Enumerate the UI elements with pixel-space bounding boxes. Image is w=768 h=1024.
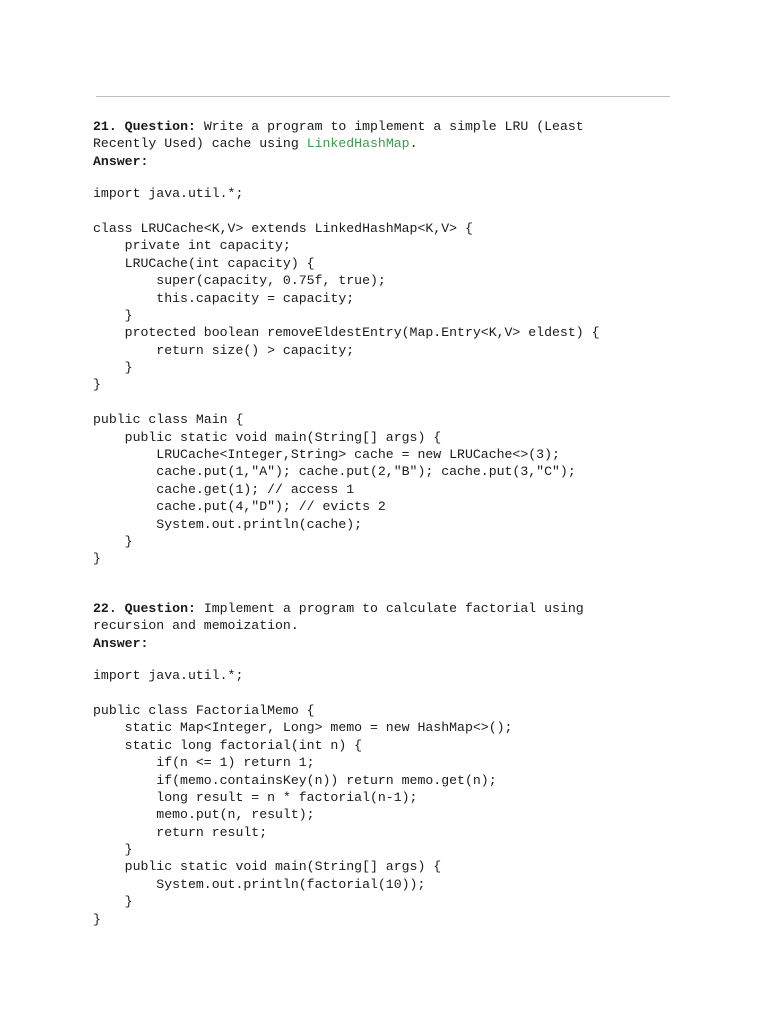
code-line: }: [93, 842, 133, 858]
code-line: if(memo.containsKey(n)) return memo.get(n);: [93, 772, 497, 788]
code-line: cache.put(1,"A"); cache.put(2,"B"); cache.put(3,"C");: [93, 464, 576, 480]
code-line: }: [93, 894, 133, 910]
code-line: static Map<Integer, Long> memo = new HashMap<>();: [93, 720, 513, 736]
code-line: class LRUCache<K,V> extends LinkedHashMap<K,V> {: [93, 220, 473, 236]
top-divider: [96, 96, 670, 97]
question-number: 21.: [93, 119, 117, 134]
answer-label: Answer:: [93, 635, 149, 651]
code-line: public class Main {: [93, 412, 244, 428]
code-line: return result;: [93, 824, 268, 840]
code-line: LRUCache<Integer,String> cache = new LRUCache<>(3);: [93, 447, 560, 463]
code-line: long result = n * factorial(n-1);: [93, 789, 418, 805]
code-line: System.out.println(factorial(10));: [93, 876, 426, 892]
code-line: }: [93, 533, 133, 549]
code-line: }: [93, 911, 101, 927]
question-label: Question:: [124, 601, 196, 616]
code-line: private int capacity;: [93, 238, 291, 254]
code-line: protected boolean removeEldestEntry(Map.Entry<K,V> eldest) {: [93, 325, 600, 341]
code-line: import java.util.*;: [93, 668, 244, 684]
question-text-continued: Recently Used) cache using LinkedHashMap.: [93, 136, 418, 152]
code-line: import java.util.*;: [93, 186, 244, 202]
code-line: }: [93, 360, 133, 376]
code-line: super(capacity, 0.75f, true);: [93, 273, 386, 289]
question-text: Implement a program to calculate factorial using: [203, 601, 584, 616]
code-line: static long factorial(int n) {: [93, 737, 363, 753]
question-heading: [93, 118, 693, 135]
code-line: cache.get(1); // access 1: [93, 481, 355, 497]
code-block: [93, 667, 693, 928]
code-line: [93, 685, 693, 702]
code-line: public static void main(String[] args) {: [93, 859, 442, 875]
code-line: [93, 394, 693, 411]
answer-label: Answer:: [93, 153, 149, 169]
code-line: if(n <= 1) return 1;: [93, 755, 315, 771]
code-line: [93, 203, 693, 220]
code-line: memo.put(n, result);: [93, 807, 315, 823]
code-line: LRUCache(int capacity) {: [93, 255, 315, 271]
code-line: public class FactorialMemo {: [93, 702, 315, 718]
code-block: [93, 185, 693, 568]
code-line: return size() > capacity;: [93, 342, 355, 358]
code-line: System.out.println(cache);: [93, 516, 363, 532]
code-line: cache.put(4,"D"); // evicts 2: [93, 499, 386, 515]
question-21: [93, 118, 693, 568]
code-line: this.capacity = capacity;: [93, 290, 355, 306]
question-text: Write a program to implement a simple LRU (Least: [203, 119, 584, 134]
code-line: }: [93, 307, 133, 323]
question-text-continued: recursion and memoization.: [93, 618, 299, 634]
code-line: }: [93, 551, 101, 567]
question-heading: [93, 600, 693, 617]
class-name-highlight: LinkedHashMap: [306, 136, 410, 152]
question-22: [93, 600, 693, 928]
code-line: public static void main(String[] args) {: [93, 429, 442, 445]
code-line: }: [93, 377, 101, 393]
question-number: 22.: [93, 601, 117, 616]
question-label: Question:: [124, 119, 196, 134]
